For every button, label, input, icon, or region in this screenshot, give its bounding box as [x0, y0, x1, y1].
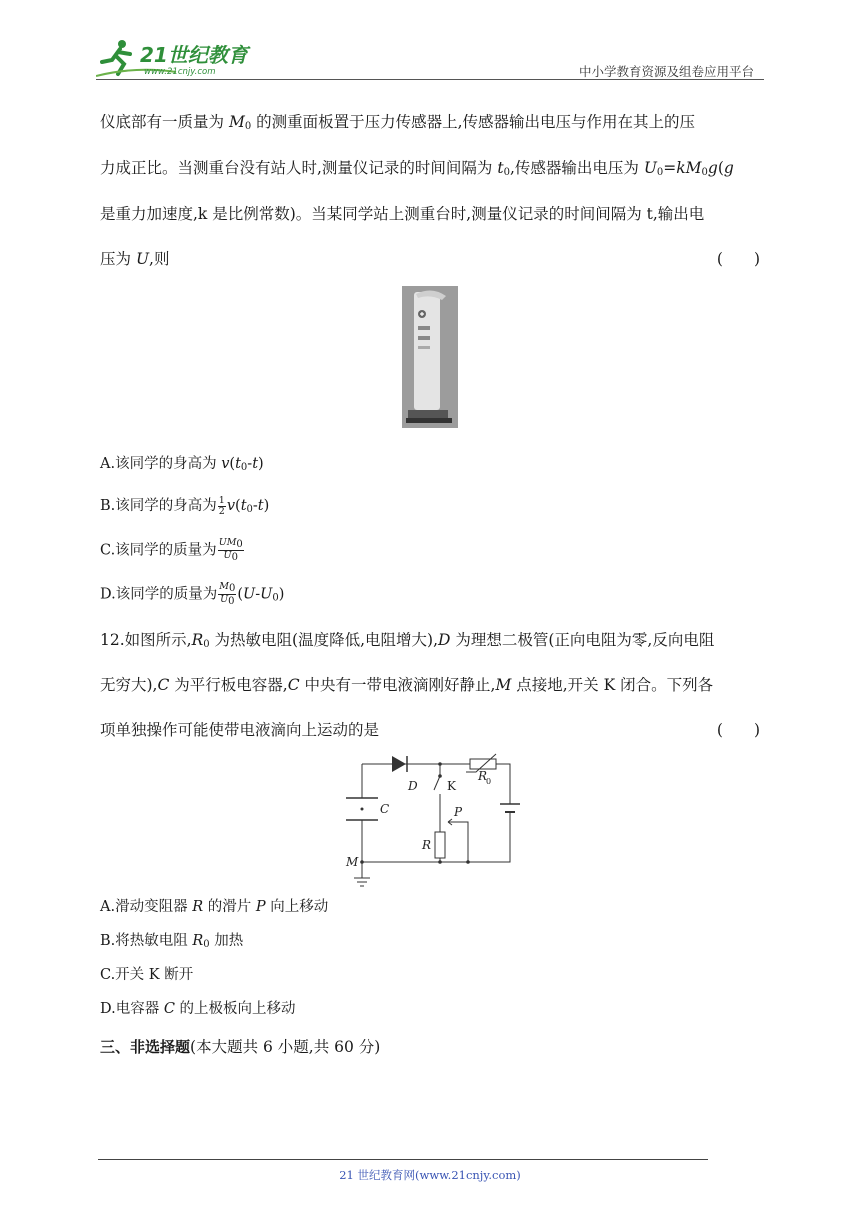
q12-option-b: B.将热敏电阻 $R_0$ 加热 [100, 933, 244, 950]
section-3-heading [100, 1035, 380, 1057]
header-divider [96, 79, 764, 80]
circuit-diagram [330, 750, 530, 890]
q11-option-c: C.该同学的质量为 $\frac{UM_0}{U_0}$ [100, 537, 243, 563]
q12-answer-paren: ( ) [716, 721, 760, 739]
q11-option-d: D.该同学的质量为 $\frac{M_0}{U_0}$ $(U-U_0)$ [100, 581, 285, 607]
label-p: P [454, 805, 463, 819]
q11-answer-paren: ( ) [716, 250, 760, 268]
q12-line-1: 12.如图所示$,R_0$ 为热敏电阻(温度降低,电阻增大),D 为理想二极管(正向电阻为零,反向电阻 [100, 631, 715, 650]
label-r0: R [478, 769, 488, 783]
label-r: R [422, 838, 432, 852]
q12-option-d: D.电容器 C 的上极板向上移动 [100, 1001, 296, 1017]
label-c: C [380, 802, 390, 816]
label-m: M [346, 855, 359, 869]
height-scale-photo [402, 286, 458, 428]
section-3-note: (本大题共 6 小题,共 60 分) [190, 1038, 381, 1056]
diode-symbol [392, 756, 407, 772]
footer-link[interactable]: 21 世纪教育网(www.21cnjy.com) [339, 1168, 521, 1182]
q12-option-c: C.开关 K 断开 [100, 967, 194, 983]
q12-line-3: 项单独操作可能使带电液滴向上运动的是 [100, 721, 380, 739]
label-r0-sub: 0 [486, 777, 492, 786]
q11-line-1: 仪底部有一质量为 $M_0$ 的测重面板置于压力传感器上,传感器输出电压与作用在其上的压 [100, 113, 696, 132]
platform-name: 中小学教育资源及组卷应用平台 [578, 64, 754, 79]
q12-option-a: A.滑动变阻器 R 的滑片 P 向上移动 [100, 899, 329, 915]
label-k: K [447, 779, 456, 793]
q12-line-2: 无穷大),C 为平行板电容器,C 中央有一带电液滴刚好静止,M 点接地,开关 K 闭合。下列各 [100, 676, 714, 694]
q11-option-a: A.该同学的身高为 $v(t_0-t)$ [100, 456, 264, 473]
logo-url: www.21cnjy.com [144, 67, 216, 77]
footer-divider [98, 1159, 708, 1160]
q11-line-2: 力成正比。当测重台没有站人时,测量仪记录的时间间隔为 $t_0$,传感器输出电压为 $U_0=kM_0g(g$ [100, 159, 734, 178]
q11-line-3: 是重力加速度,k 是比例常数)。当某同学站上测重台时,测量仪记录的时间间隔为 t,输出电 [100, 205, 705, 223]
site-logo [96, 36, 266, 80]
label-d: D [408, 779, 418, 793]
q11-option-b: B.该同学的身高为 $\frac{1}{2}$ $v(t_0-t)$ [100, 494, 270, 517]
section-3-title: 三、非选择题 [100, 1038, 191, 1056]
q11-line-4: 压为 U,则 [100, 250, 170, 268]
logo-text: 21世纪教育 [140, 43, 248, 67]
